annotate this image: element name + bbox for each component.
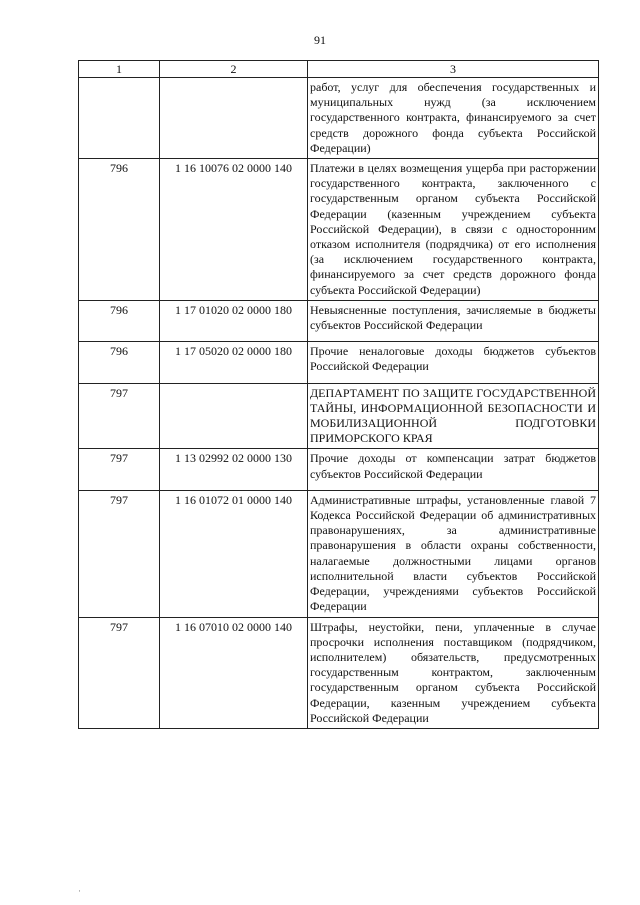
- page-number: 91: [314, 33, 326, 47]
- header-col-3: 3: [308, 61, 599, 78]
- description-cell: Административные штрафы, установленные главой 7 Кодекса Российской Федерации об административных правонарушениях, за административные правонарушения в области охраны собственности, налагаемые должностными лицами органов исполнительной власти субъектов Российской Федерации, учреждениями субъектов Российской Федерации: [308, 490, 599, 617]
- table-row: [79, 617, 599, 728]
- description-cell: Прочие доходы от компенсации затрат бюджетов субъектов Российской Федерации: [308, 449, 599, 490]
- department-name: ДЕПАРТАМЕНТ ПО ЗАЩИТЕ ГОСУДАРСТВЕННОЙ ТАЙНЫ, ИНФОРМАЦИОННОЙ БЕЗОПАСНОСТИ И МОБИЛИЗАЦИОННОЙ ПОДГОТОВКИ: [310, 385, 596, 431]
- table-row: [79, 383, 599, 449]
- table-row: [79, 490, 599, 617]
- revenue-codes-table: [78, 60, 599, 729]
- budget-code-cell: 1 13 02992 02 0000 130: [160, 449, 308, 490]
- budget-code-cell: [160, 78, 308, 159]
- budget-code-cell: [160, 383, 308, 449]
- header-col-2: 2: [160, 61, 308, 78]
- admin-code-cell: 797: [79, 383, 160, 449]
- header-col-1: 1: [79, 61, 160, 78]
- department-name-last-line: ПРИМОРСКОГО КРАЯ: [310, 431, 433, 446]
- table-row: [79, 449, 599, 490]
- description-cell: Невыясненные поступления, зачисляемые в бюджеты субъектов Российской Федерации: [308, 300, 599, 341]
- admin-code-cell: 796: [79, 159, 160, 301]
- scan-mark: ·: [78, 886, 81, 896]
- table-header-row: [79, 61, 599, 78]
- budget-code-cell: 1 16 10076 02 0000 140: [160, 159, 308, 301]
- table-row: [79, 159, 599, 301]
- admin-code-cell: 797: [79, 490, 160, 617]
- description-cell: Платежи в целях возмещения ущерба при расторжении государственного контракта, заключенного с государственным органом субъекта Российской Федерации (казенным учреждением субъекта Российской Федерации), в связи с односторонним отказом исполнителя (подрядчика) от его исполнения (за исключением государственного контракта, финансируемого за счет средств дорожного фонда субъекта Российской Федерации): [308, 159, 599, 301]
- department-heading-cell: [308, 383, 599, 449]
- admin-code-cell: 796: [79, 300, 160, 341]
- table-row: [79, 78, 599, 159]
- budget-code-cell: 1 17 05020 02 0000 180: [160, 342, 308, 383]
- description-cell: Штрафы, неустойки, пени, уплаченные в случае просрочки исполнения поставщиком (подрядчиком, исполнителем) обязательств, предусмотренных государственным контрактом, заключенным государственным органом субъекта Российской Федерации, казенным учреждением субъекта Российской Федерации: [308, 617, 599, 728]
- table-row: [79, 342, 599, 383]
- admin-code-cell: 797: [79, 449, 160, 490]
- admin-code-cell: 796: [79, 342, 160, 383]
- budget-code-cell: 1 16 01072 01 0000 140: [160, 490, 308, 617]
- table-row: [79, 300, 599, 341]
- description-cell: работ, услуг для обеспечения государственных и муниципальных нужд (за исключением государственного контракта, финансируемого за счет средств дорожного фонда субъекта Российской Федерации): [308, 78, 599, 159]
- admin-code-cell: [79, 78, 160, 159]
- description-cell: Прочие неналоговые доходы бюджетов субъектов Российской Федерации: [308, 342, 599, 383]
- budget-code-cell: 1 17 01020 02 0000 180: [160, 300, 308, 341]
- budget-code-cell: 1 16 07010 02 0000 140: [160, 617, 308, 728]
- admin-code-cell: 797: [79, 617, 160, 728]
